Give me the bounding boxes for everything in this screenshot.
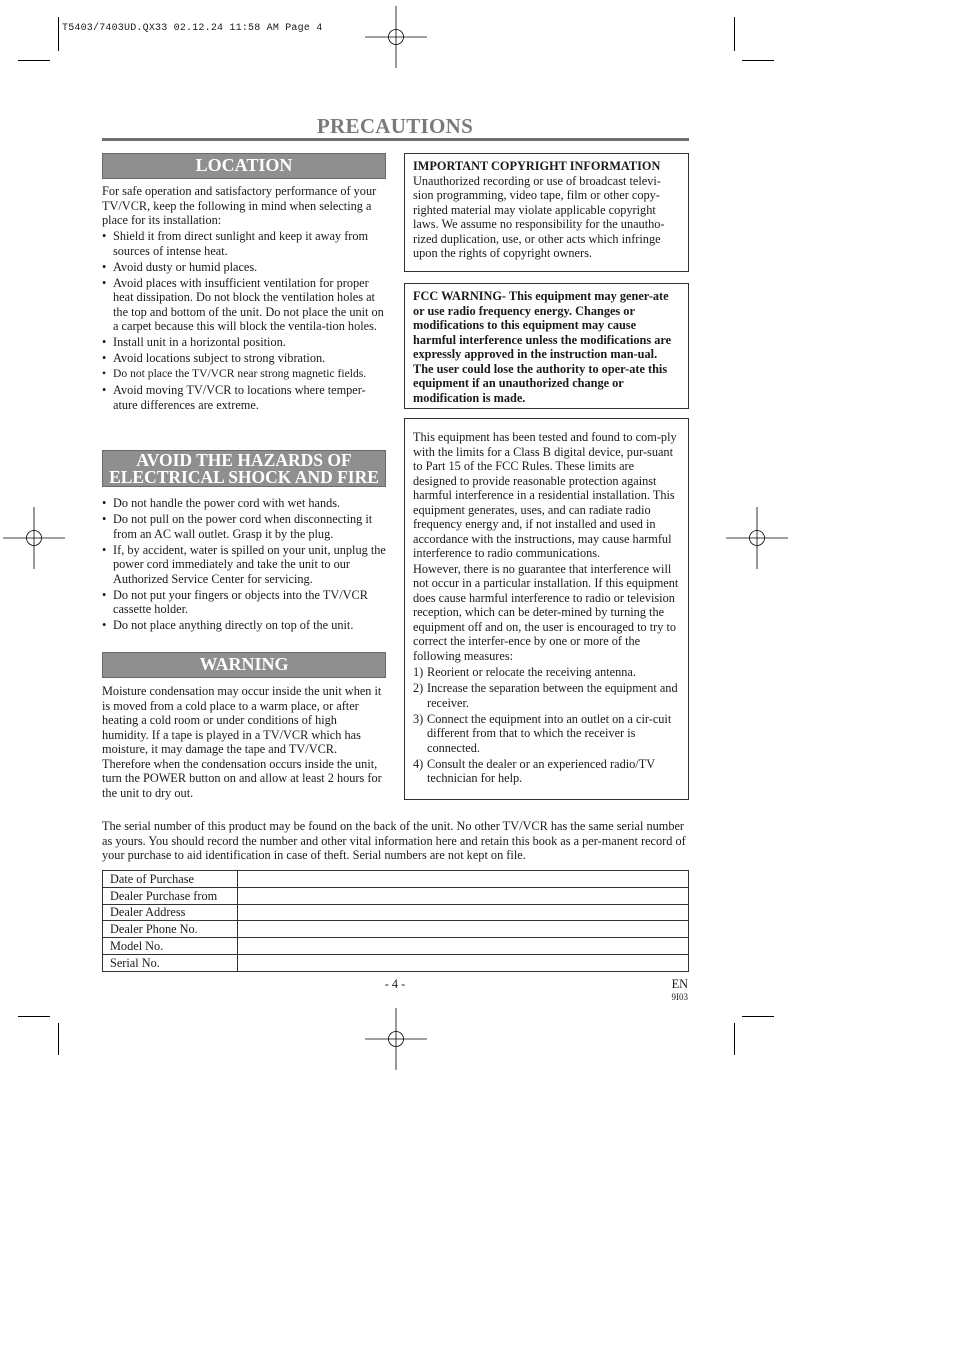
- row-label: Serial No.: [103, 954, 238, 971]
- row-value-field: [238, 904, 689, 921]
- copyright-text: Unauthorized recording or use of broadcast televi-sion programming, video tape, film or other copy-righted material may violate applicable copyright laws. We assume no responsibility for the unautho-rized duplication, use, or other acts which infringe upon the rights of copyright owners.: [413, 173, 665, 260]
- title-rule: [102, 138, 689, 141]
- crop-mark: [742, 1016, 774, 1017]
- measure-number: 2): [413, 681, 424, 695]
- row-value-field: [238, 938, 689, 955]
- row-value-field: [238, 954, 689, 971]
- measure-text: Reorient or relocate the receiving antenna.: [427, 665, 636, 679]
- copyright-box: [404, 153, 689, 272]
- location-list: [102, 229, 389, 414]
- row-value-field: [238, 921, 689, 938]
- registration-mark-icon: [726, 507, 788, 569]
- row-value-field: [238, 871, 689, 888]
- fcc-notice-paragraph: However, there is no guarantee that interference will not occur in a particular installation. If this equipment does cause harmful interference to radio or television reception, which can be deter-mined by turning the equipment off and on, the user is encouraged to try to correct the interfer-ence by one or more of the following measures:: [413, 561, 679, 663]
- list-item: [413, 681, 680, 710]
- registration-mark-icon: [3, 507, 65, 569]
- list-item: • Avoid dusty or humid places.: [102, 260, 389, 275]
- hazards-heading-line: ELECTRICAL SHOCK AND FIRE: [109, 467, 379, 487]
- measure-text: Increase the separation between the equipment and receiver.: [427, 681, 678, 710]
- crop-mark: [734, 17, 735, 51]
- list-item: • Do not put your fingers or objects into the TV/VCR cassette holder.: [102, 588, 389, 617]
- registration-mark-icon: [365, 1008, 427, 1070]
- list-item: [413, 757, 680, 786]
- list-item: • Do not place the TV/VCR near strong magnetic fields.: [102, 367, 389, 382]
- fcc-warning-box: [404, 283, 689, 409]
- list-item: • Do not handle the power cord with wet hands.: [102, 496, 389, 511]
- location-heading: LOCATION: [102, 153, 386, 179]
- hazards-list: [102, 496, 389, 634]
- crop-mark: [734, 1023, 735, 1055]
- list-item: • Avoid locations subject to strong vibration.: [102, 351, 389, 366]
- page-title: PRECAUTIONS: [316, 114, 474, 138]
- measure-text: Connect the equipment into an outlet on a cir-cuit different from that to which the receiver is connected.: [427, 711, 672, 755]
- list-item: • If, by accident, water is spilled on your unit, unplug the power cord immediately and take the unit to our Authorized Service Center for servicing.: [102, 543, 389, 587]
- row-label: Date of Purchase: [103, 871, 238, 888]
- crop-mark: [18, 1016, 50, 1017]
- list-item: • Install unit in a horizontal position.: [102, 335, 389, 350]
- document-code: 9I03: [671, 992, 688, 1002]
- fcc-notice-paragraph: This equipment has been tested and found to com-ply with the limits for a Class B digital device, pur-suant to Part 15 of the FCC Rules. These limits are designed to provide reasonable protection against harmful interference in a residential installation. This equipment generates, uses, and can radiate radio frequency energy and, if not installed and used in accordance with the instructions, may cause harmful interference to radio communications.: [413, 430, 677, 560]
- warning-text: Moisture condensation may occur inside the unit when it is moved from a cold place to a warm place, or after heating a cold room or under conditions of high humidity. If a tape is played in a TV/VCR which has moisture, it may damage the tape and TV/VCR. Therefore when the condensation occurs inside the unit, turn the POWER button on and allow at least 2 hours for the unit to dry out.: [102, 684, 382, 800]
- row-value-field: [238, 887, 689, 904]
- list-item: • Avoid moving TV/VCR to locations where temper-ature differences are extreme.: [102, 383, 389, 412]
- purchase-record-table: [102, 870, 689, 972]
- table-row: [103, 921, 689, 938]
- language-code: EN: [671, 977, 688, 991]
- list-item: • Do not pull on the power cord when disconnecting it from an AC wall outlet. Grasp it by the plug.: [102, 512, 389, 541]
- registration-mark-icon: [365, 6, 427, 68]
- location-intro: For safe operation and satisfactory performance of your TV/VCR, keep the following in mind when selecting a place for its installation:: [102, 184, 377, 227]
- table-row: [103, 954, 689, 971]
- row-label: Dealer Address: [103, 904, 238, 921]
- list-item: • Do not place anything directly on top of the unit.: [102, 618, 389, 633]
- list-item: • Avoid places with insufficient ventilation for proper heat dissipation. Do not block the ventilation holes at the top and bottom of the unit. Do not place the unit on a carpet because this will block the ventila-tion holes.: [102, 276, 389, 334]
- measure-text: Consult the dealer or an experienced radio/TV technician for help.: [427, 756, 655, 785]
- fcc-warning-text: FCC WARNING- This equipment may gener-ate or use radio frequency energy. Changes or modifications to this equipment may cause harmful interference unless the modifications are expressly approved in the instruction man-ual. The user could lose the authority to oper-ate this equipment if an unauthorized change or modification is made.: [413, 289, 672, 405]
- serial-note: The serial number of this product may be found on the back of the unit. No other TV/VCR has the same serial number as yours. You should record the number and other vital information here and retain this book as a per-manent record of your purchase to aid identification in case of theft. Serial numbers are not kept on file.: [102, 819, 686, 862]
- measure-number: 4): [413, 756, 424, 771]
- print-slug: T5403/7403UD.QX33 02.12.24 11:58 AM Page 4: [62, 23, 323, 34]
- measure-number: 3): [413, 711, 424, 726]
- row-label: Dealer Purchase from: [103, 887, 238, 904]
- table-row: [103, 887, 689, 904]
- table-row: [103, 904, 689, 921]
- table-row: [103, 938, 689, 955]
- crop-mark: [58, 17, 59, 51]
- crop-mark: [58, 1023, 59, 1055]
- table-row: [103, 871, 689, 888]
- list-item: [413, 712, 680, 756]
- row-label: Dealer Phone No.: [103, 921, 238, 938]
- list-item: • Shield it from direct sunlight and keep it away from sources of intense heat.: [102, 229, 389, 258]
- measures-list: [413, 665, 680, 786]
- list-item: [413, 665, 680, 680]
- hazards-heading: [102, 450, 386, 487]
- warning-heading: WARNING: [102, 652, 386, 678]
- row-label: Model No.: [103, 938, 238, 955]
- copyright-heading: IMPORTANT COPYRIGHT INFORMATION: [413, 159, 661, 173]
- hazards-heading-line: AVOID THE HAZARDS OF: [136, 450, 352, 470]
- fcc-notice-box: [404, 418, 689, 800]
- measure-number: 1): [413, 665, 424, 679]
- crop-mark: [18, 60, 50, 61]
- page-number: - 4 -: [384, 977, 406, 991]
- crop-mark: [742, 60, 774, 61]
